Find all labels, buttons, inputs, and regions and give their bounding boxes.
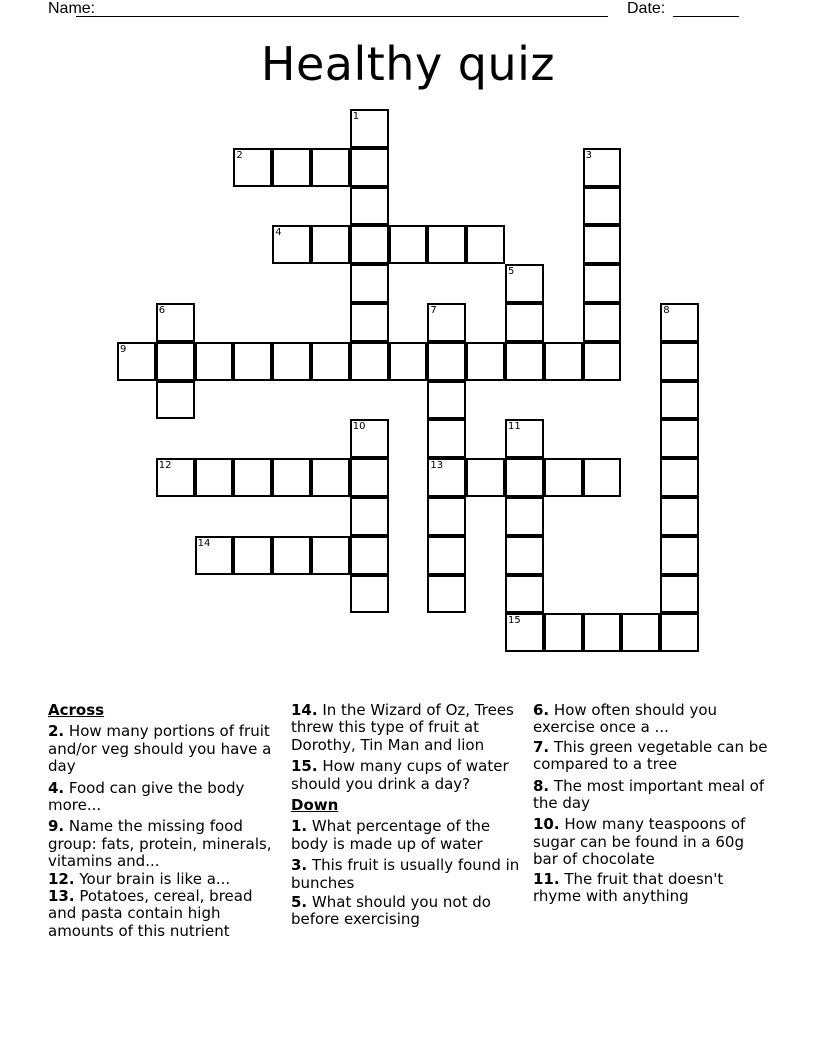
clue-text: Food can give the body more... [48, 778, 245, 815]
grid-cell[interactable] [505, 419, 544, 458]
grid-cell[interactable] [272, 458, 311, 497]
grid-cell[interactable] [350, 342, 389, 381]
date-label: Date: [627, 0, 666, 17]
clues-column-2 [291, 702, 526, 933]
grid-cell[interactable] [311, 342, 350, 381]
clue-text: What should you not do before exercising [291, 893, 491, 929]
page-title: Healthy quiz [260, 37, 556, 91]
grid-cell[interactable] [505, 264, 544, 303]
grid-cell[interactable] [427, 381, 466, 420]
cell-number: 14 [197, 537, 211, 549]
clue-number: 14. [291, 701, 318, 719]
clue-across-2 [48, 723, 283, 775]
cell-number: 6 [158, 305, 166, 316]
grid-cell[interactable] [350, 148, 389, 187]
clue-text: Potatoes, cereal, bread and pasta contain high amounts of this nutrient [48, 887, 253, 940]
clue-across-4 [48, 780, 283, 815]
grid-cell[interactable] [505, 458, 544, 497]
grid-cell[interactable] [350, 419, 389, 458]
grid-cell[interactable] [389, 225, 428, 264]
clue-number: 10. [533, 815, 560, 834]
grid-cell[interactable] [350, 575, 389, 614]
clue-text: What percentage of the body is made up of water [291, 817, 491, 853]
grid-cell[interactable] [389, 342, 428, 381]
grid-cell[interactable] [272, 536, 311, 575]
clue-text: This fruit is usually found in bunches [291, 856, 520, 892]
grid-cell[interactable] [583, 187, 622, 226]
grid-cell[interactable] [427, 342, 466, 381]
cell-number: 13 [430, 460, 444, 472]
clue-number: 13. [48, 887, 75, 906]
grid-cell[interactable] [350, 264, 389, 303]
clue-number: 12. [48, 869, 75, 888]
grid-cell[interactable] [505, 497, 544, 536]
grid-cell[interactable] [195, 458, 234, 497]
across-heading: Across [48, 701, 105, 719]
clue-number: 6. [533, 701, 550, 719]
grid-cell[interactable] [544, 458, 583, 497]
cell-number: 4 [275, 227, 282, 239]
cell-number: 1 [352, 111, 360, 122]
grid-cell[interactable] [272, 342, 311, 381]
grid-cell[interactable] [660, 419, 699, 458]
grid-cell[interactable] [427, 575, 466, 614]
grid-cell[interactable] [505, 303, 544, 342]
grid-cell[interactable] [660, 497, 699, 536]
clue-down-6 [533, 702, 773, 737]
grid-cell[interactable] [311, 536, 350, 575]
clue-across-13 [48, 888, 283, 940]
clue-number: 4. [48, 778, 65, 797]
clue-number: 11. [533, 869, 560, 888]
cell-number: 12 [158, 460, 172, 472]
grid-cell[interactable] [427, 458, 466, 497]
cell-number: 15 [508, 615, 521, 627]
cell-number: 5 [508, 266, 515, 278]
grid-cell[interactable] [583, 303, 622, 342]
grid-cell[interactable] [660, 342, 699, 381]
clue-text: In the Wizard of Oz, Trees threw this type of fruit at Dorothy, Tin Man and lion [291, 701, 514, 754]
grid-cell[interactable] [311, 225, 350, 264]
clue-text: Name the missing food group: fats, protein, minerals, vitamins and... [48, 817, 272, 871]
grid-cell[interactable] [350, 458, 389, 497]
grid-cell[interactable] [583, 225, 622, 264]
grid-cell[interactable] [427, 225, 466, 264]
grid-cell[interactable] [583, 458, 622, 497]
clues-column-1 [48, 702, 283, 944]
clue-down-3 [291, 857, 526, 892]
grid-cell[interactable] [272, 225, 311, 264]
clue-text: The most important meal of the day [533, 776, 765, 813]
grid-cell[interactable] [350, 303, 389, 342]
clue-number: 1. [291, 817, 308, 836]
grid-cell[interactable] [350, 497, 389, 536]
grid-cell[interactable] [505, 536, 544, 575]
grid-cell[interactable] [660, 381, 699, 420]
clue-text: How often should you exercise once a ... [533, 701, 718, 737]
grid-cell[interactable] [195, 536, 234, 575]
clues-column-3 [533, 702, 773, 909]
clue-across-12 [48, 871, 283, 888]
grid-cell[interactable] [427, 497, 466, 536]
grid-cell[interactable] [233, 458, 272, 497]
grid-cell[interactable] [544, 342, 583, 381]
grid-cell[interactable] [233, 342, 272, 381]
clue-number: 3. [291, 856, 308, 875]
cell-number: 11 [508, 421, 521, 433]
grid-cell[interactable] [660, 613, 699, 652]
grid-cell[interactable] [350, 536, 389, 575]
clue-text: How many cups of water should you drink a day? [291, 757, 509, 793]
grid-cell[interactable] [350, 225, 389, 264]
grid-cell[interactable] [156, 303, 195, 342]
grid-cell[interactable] [466, 342, 505, 381]
grid-cell[interactable] [350, 187, 389, 226]
grid-cell[interactable] [505, 613, 544, 652]
grid-cell[interactable] [583, 264, 622, 303]
cell-number: 8 [663, 305, 670, 316]
grid-cell[interactable] [660, 575, 699, 614]
grid-cell[interactable] [583, 342, 622, 381]
clue-text: The fruit that doesn't rhyme with anything [533, 869, 724, 906]
clue-down-7 [533, 739, 773, 774]
clue-down-8 [533, 778, 773, 813]
grid-cell[interactable] [195, 342, 234, 381]
grid-cell[interactable] [350, 109, 389, 148]
clue-text: Your brain is like a... [74, 869, 231, 888]
clue-down-10 [533, 816, 773, 868]
grid-cell[interactable] [466, 225, 505, 264]
down-heading: Down [291, 796, 339, 815]
clue-number: 2. [48, 722, 65, 741]
clue-number: 7. [533, 737, 550, 756]
grid-cell[interactable] [156, 342, 195, 381]
cell-number: 3 [585, 149, 592, 161]
clue-number: 8. [533, 776, 550, 795]
clue-text: How many portions of fruit and/or veg should you have a day [48, 722, 272, 776]
grid-cell[interactable] [621, 613, 660, 652]
clue-across-15 [291, 758, 526, 793]
grid-cell[interactable] [505, 575, 544, 614]
clue-text: How many teaspoons of sugar can be found in a 60g bar of chocolate [533, 815, 746, 869]
grid-cell[interactable] [583, 613, 622, 652]
grid-cell[interactable] [427, 419, 466, 458]
cell-number: 9 [120, 343, 127, 355]
clue-number: 15. [291, 757, 318, 776]
cell-number: 7 [430, 305, 437, 316]
clue-number: 5. [291, 893, 308, 912]
cell-number: 10 [352, 421, 366, 433]
grid-cell[interactable] [272, 148, 311, 187]
cell-number: 2 [236, 149, 243, 161]
grid-cell[interactable] [583, 148, 622, 187]
grid-cell[interactable] [660, 303, 699, 342]
grid-cell[interactable] [311, 458, 350, 497]
grid-cell[interactable] [117, 342, 156, 381]
grid-cell[interactable] [427, 536, 466, 575]
grid-cell[interactable] [311, 148, 350, 187]
clue-down-5 [291, 894, 526, 929]
grid-cell[interactable] [660, 458, 699, 497]
grid-cell[interactable] [233, 536, 272, 575]
grid-cell[interactable] [156, 458, 195, 497]
grid-cell[interactable] [466, 458, 505, 497]
grid-cell[interactable] [156, 381, 195, 420]
grid-cell[interactable] [544, 613, 583, 652]
grid-cell[interactable] [660, 536, 699, 575]
clue-text: This green vegetable can be compared to a tree [533, 737, 768, 774]
grid-cell[interactable] [233, 148, 272, 187]
grid-cell[interactable] [427, 303, 466, 342]
clue-across-9 [48, 818, 283, 870]
clue-down-11 [533, 871, 773, 906]
grid-cell[interactable] [505, 342, 544, 381]
clue-across-14 [291, 702, 526, 754]
name-label: Name: [48, 0, 96, 17]
clue-down-1 [291, 818, 526, 853]
clue-number: 9. [48, 817, 65, 836]
